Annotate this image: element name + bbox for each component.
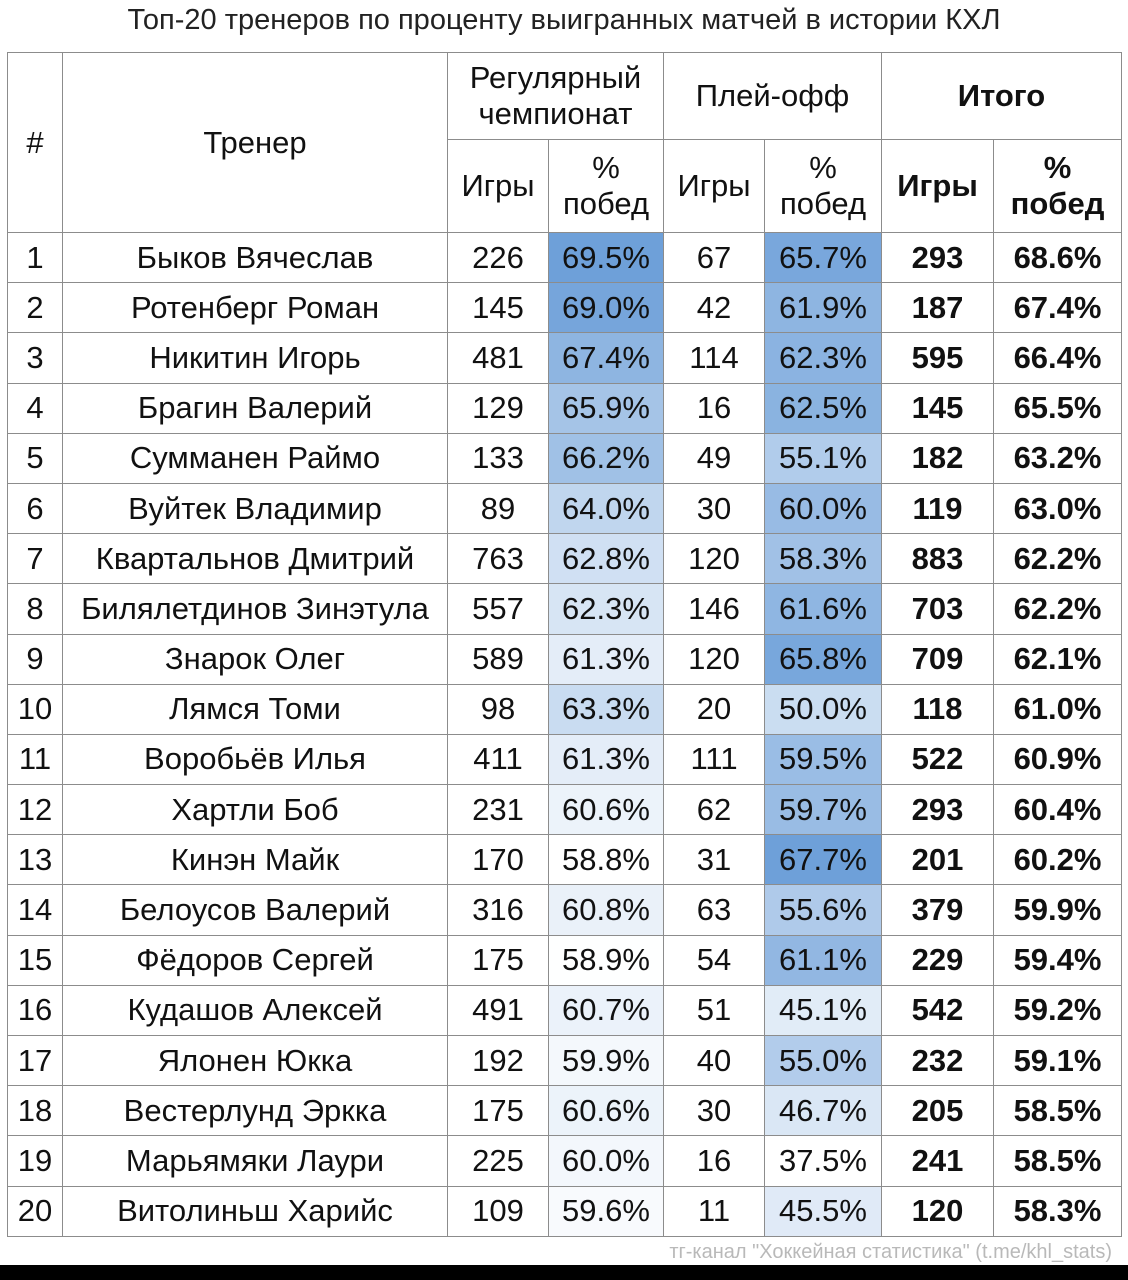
cell-rank: 10: [8, 684, 63, 734]
table-row: [8, 935, 1122, 985]
cell-reg-pct: 58.8%: [549, 835, 664, 885]
cell-tot-pct: 68.6%: [994, 233, 1122, 283]
table-row: [8, 584, 1122, 634]
cell-tot-pct: 59.2%: [994, 985, 1122, 1035]
table-row: [8, 734, 1122, 784]
cell-tot-games: 522: [882, 734, 994, 784]
cell-tot-pct: 60.2%: [994, 835, 1122, 885]
cell-tot-pct: 60.4%: [994, 785, 1122, 835]
cell-po-games: 11: [664, 1186, 765, 1236]
table-row: [8, 1086, 1122, 1136]
cell-coach-name: Вестерлунд Эркка: [63, 1086, 448, 1136]
cell-po-pct: 61.1%: [765, 935, 882, 985]
table-row: [8, 634, 1122, 684]
table-row: [8, 1136, 1122, 1186]
cell-po-games: 114: [664, 333, 765, 383]
cell-reg-games: 763: [448, 534, 549, 584]
table-row: [8, 383, 1122, 433]
cell-rank: 19: [8, 1136, 63, 1186]
cell-rank: 13: [8, 835, 63, 885]
table-row: [8, 835, 1122, 885]
cell-reg-games: 175: [448, 1086, 549, 1136]
cell-rank: 7: [8, 534, 63, 584]
cell-reg-games: 170: [448, 835, 549, 885]
header-tot-pct: [994, 140, 1122, 233]
cell-reg-games: 491: [448, 985, 549, 1035]
cell-rank: 17: [8, 1036, 63, 1086]
cell-po-pct: 55.1%: [765, 433, 882, 483]
cell-reg-pct: 69.0%: [549, 283, 664, 333]
cell-reg-games: 133: [448, 433, 549, 483]
cell-reg-pct: 62.3%: [549, 584, 664, 634]
table-row: [8, 283, 1122, 333]
cell-reg-pct: 60.6%: [549, 1086, 664, 1136]
page-title: Топ-20 тренеров по проценту выигранных матчей в истории КХЛ: [127, 4, 1001, 36]
cell-reg-pct: 64.0%: [549, 483, 664, 533]
cell-po-pct: 37.5%: [765, 1136, 882, 1186]
cell-tot-games: 201: [882, 835, 994, 885]
cell-tot-games: 232: [882, 1036, 994, 1086]
cell-rank: 16: [8, 985, 63, 1035]
cell-tot-games: 187: [882, 283, 994, 333]
cell-coach-name: Кинэн Майк: [63, 835, 448, 885]
cell-reg-pct: 67.4%: [549, 333, 664, 383]
cell-tot-games: 119: [882, 483, 994, 533]
cell-reg-pct: 61.3%: [549, 734, 664, 784]
cell-reg-games: 89: [448, 483, 549, 533]
header-reg-pct-label: % побед: [562, 150, 650, 221]
header-regular: [448, 53, 664, 140]
cell-po-games: 146: [664, 584, 765, 634]
cell-po-pct: 59.5%: [765, 734, 882, 784]
cell-rank: 9: [8, 634, 63, 684]
source-footer: тг-канал "Хоккейная статистика" (t.me/khl_stats): [669, 1241, 1112, 1263]
cell-po-games: 40: [664, 1036, 765, 1086]
cell-po-games: 30: [664, 483, 765, 533]
cell-rank: 14: [8, 885, 63, 935]
cell-reg-games: 98: [448, 684, 549, 734]
cell-rank: 12: [8, 785, 63, 835]
cell-reg-games: 316: [448, 885, 549, 935]
cell-rank: 11: [8, 734, 63, 784]
table-row: [8, 885, 1122, 935]
cell-tot-pct: 58.5%: [994, 1086, 1122, 1136]
cell-reg-pct: 63.3%: [549, 684, 664, 734]
cell-tot-pct: 62.2%: [994, 534, 1122, 584]
cell-reg-games: 231: [448, 785, 549, 835]
header-reg-pct: [549, 140, 664, 233]
cell-po-pct: 50.0%: [765, 684, 882, 734]
cell-coach-name: Кудашов Алексей: [63, 985, 448, 1035]
cell-po-pct: 67.7%: [765, 835, 882, 885]
cell-tot-pct: 63.0%: [994, 483, 1122, 533]
cell-tot-pct: 58.3%: [994, 1186, 1122, 1236]
cell-reg-pct: 62.8%: [549, 534, 664, 584]
cell-reg-pct: 60.7%: [549, 985, 664, 1035]
cell-reg-pct: 59.9%: [549, 1036, 664, 1086]
cell-po-games: 31: [664, 835, 765, 885]
cell-tot-games: 145: [882, 383, 994, 433]
cell-po-games: 20: [664, 684, 765, 734]
cell-po-games: 63: [664, 885, 765, 935]
cell-reg-games: 145: [448, 283, 549, 333]
cell-tot-pct: 66.4%: [994, 333, 1122, 383]
cell-po-pct: 58.3%: [765, 534, 882, 584]
cell-po-games: 30: [664, 1086, 765, 1136]
cell-reg-pct: 60.0%: [549, 1136, 664, 1186]
cell-tot-pct: 59.9%: [994, 885, 1122, 935]
header-po-games: Игры: [664, 140, 765, 233]
cell-tot-pct: 62.1%: [994, 634, 1122, 684]
cell-rank: 8: [8, 584, 63, 634]
header-tot-pct-label: % побед: [1010, 150, 1105, 221]
cell-coach-name: Марьямяки Лаури: [63, 1136, 448, 1186]
cell-reg-pct: 58.9%: [549, 935, 664, 985]
cell-po-pct: 62.5%: [765, 383, 882, 433]
table-body: [8, 233, 1122, 1237]
cell-coach-name: Хартли Боб: [63, 785, 448, 835]
cell-reg-pct: 60.8%: [549, 885, 664, 935]
cell-coach-name: Воробьёв Илья: [63, 734, 448, 784]
table-row: [8, 684, 1122, 734]
cell-reg-games: 557: [448, 584, 549, 634]
cell-po-pct: 55.6%: [765, 885, 882, 935]
cell-coach-name: Билялетдинов Зинэтула: [63, 584, 448, 634]
cell-rank: 5: [8, 433, 63, 483]
cell-tot-pct: 59.1%: [994, 1036, 1122, 1086]
header-reg-games: Игры: [448, 140, 549, 233]
cell-reg-games: 225: [448, 1136, 549, 1186]
cell-po-games: 51: [664, 985, 765, 1035]
cell-rank: 4: [8, 383, 63, 433]
cell-po-pct: 45.1%: [765, 985, 882, 1035]
cell-po-pct: 61.6%: [765, 584, 882, 634]
cell-reg-games: 109: [448, 1186, 549, 1236]
cell-tot-pct: 59.4%: [994, 935, 1122, 985]
bottom-bar: [0, 1265, 1128, 1280]
cell-po-games: 16: [664, 1136, 765, 1186]
cell-tot-pct: 61.0%: [994, 684, 1122, 734]
cell-reg-pct: 60.6%: [549, 785, 664, 835]
cell-po-pct: 62.3%: [765, 333, 882, 383]
cell-reg-games: 226: [448, 233, 549, 283]
cell-reg-pct: 59.6%: [549, 1186, 664, 1236]
cell-coach-name: Фёдоров Сергей: [63, 935, 448, 985]
cell-reg-pct: 69.5%: [549, 233, 664, 283]
cell-rank: 3: [8, 333, 63, 383]
cell-rank: 15: [8, 935, 63, 985]
cell-coach-name: Ротенберг Роман: [63, 283, 448, 333]
cell-reg-pct: 66.2%: [549, 433, 664, 483]
cell-reg-games: 481: [448, 333, 549, 383]
cell-tot-pct: 60.9%: [994, 734, 1122, 784]
table-row: [8, 785, 1122, 835]
cell-reg-games: 192: [448, 1036, 549, 1086]
header-rank: #: [8, 53, 63, 233]
table-row: [8, 534, 1122, 584]
cell-coach-name: Витолиньш Харийс: [63, 1186, 448, 1236]
cell-tot-games: 293: [882, 233, 994, 283]
coaches-table: [7, 52, 1122, 1237]
cell-tot-games: 379: [882, 885, 994, 935]
cell-coach-name: Знарок Олег: [63, 634, 448, 684]
cell-coach-name: Квартальнов Дмитрий: [63, 534, 448, 584]
cell-reg-games: 411: [448, 734, 549, 784]
cell-tot-games: 229: [882, 935, 994, 985]
table-row: [8, 985, 1122, 1035]
cell-po-pct: 45.5%: [765, 1186, 882, 1236]
cell-po-pct: 60.0%: [765, 483, 882, 533]
cell-po-games: 54: [664, 935, 765, 985]
cell-tot-games: 293: [882, 785, 994, 835]
header-total: Итого: [882, 53, 1122, 140]
cell-tot-pct: 58.5%: [994, 1136, 1122, 1186]
cell-reg-games: 175: [448, 935, 549, 985]
table-row: [8, 1036, 1122, 1086]
cell-po-games: 49: [664, 433, 765, 483]
cell-tot-games: 205: [882, 1086, 994, 1136]
header-playoff: Плей-офф: [664, 53, 882, 140]
cell-coach-name: Брагин Валерий: [63, 383, 448, 433]
header-regular-label: Регулярный чемпионат: [469, 60, 642, 131]
header-tot-games: Игры: [882, 140, 994, 233]
cell-po-pct: 46.7%: [765, 1086, 882, 1136]
cell-tot-pct: 63.2%: [994, 433, 1122, 483]
header-po-pct: [765, 140, 882, 233]
header-coach: Тренер: [63, 53, 448, 233]
cell-po-pct: 61.9%: [765, 283, 882, 333]
cell-reg-games: 129: [448, 383, 549, 433]
cell-tot-pct: 62.2%: [994, 584, 1122, 634]
table-row: [8, 333, 1122, 383]
cell-tot-games: 241: [882, 1136, 994, 1186]
cell-po-games: 16: [664, 383, 765, 433]
cell-po-games: 120: [664, 634, 765, 684]
cell-coach-name: Лямся Томи: [63, 684, 448, 734]
cell-tot-games: 709: [882, 634, 994, 684]
cell-po-pct: 59.7%: [765, 785, 882, 835]
cell-po-pct: 65.7%: [765, 233, 882, 283]
cell-tot-games: 120: [882, 1186, 994, 1236]
cell-tot-games: 595: [882, 333, 994, 383]
cell-po-pct: 65.8%: [765, 634, 882, 684]
cell-po-games: 67: [664, 233, 765, 283]
cell-rank: 20: [8, 1186, 63, 1236]
cell-coach-name: Никитин Игорь: [63, 333, 448, 383]
table-row: [8, 483, 1122, 533]
cell-coach-name: Белоусов Валерий: [63, 885, 448, 935]
table-row: [8, 433, 1122, 483]
table-row: [8, 1186, 1122, 1236]
cell-rank: 2: [8, 283, 63, 333]
cell-tot-games: 883: [882, 534, 994, 584]
cell-tot-games: 118: [882, 684, 994, 734]
cell-reg-games: 589: [448, 634, 549, 684]
cell-coach-name: Ялонен Юкка: [63, 1036, 448, 1086]
header-po-pct-label: % побед: [779, 150, 867, 221]
table-row: [8, 233, 1122, 283]
cell-po-pct: 55.0%: [765, 1036, 882, 1086]
cell-rank: 18: [8, 1086, 63, 1136]
cell-po-games: 120: [664, 534, 765, 584]
cell-tot-games: 182: [882, 433, 994, 483]
cell-reg-pct: 61.3%: [549, 634, 664, 684]
cell-coach-name: Вуйтек Владимир: [63, 483, 448, 533]
cell-tot-pct: 67.4%: [994, 283, 1122, 333]
cell-reg-pct: 65.9%: [549, 383, 664, 433]
cell-po-games: 42: [664, 283, 765, 333]
cell-tot-games: 703: [882, 584, 994, 634]
cell-coach-name: Быков Вячеслав: [63, 233, 448, 283]
cell-rank: 1: [8, 233, 63, 283]
cell-tot-pct: 65.5%: [994, 383, 1122, 433]
cell-coach-name: Сумманен Раймо: [63, 433, 448, 483]
cell-rank: 6: [8, 483, 63, 533]
cell-tot-games: 542: [882, 985, 994, 1035]
cell-po-games: 111: [664, 734, 765, 784]
cell-po-games: 62: [664, 785, 765, 835]
